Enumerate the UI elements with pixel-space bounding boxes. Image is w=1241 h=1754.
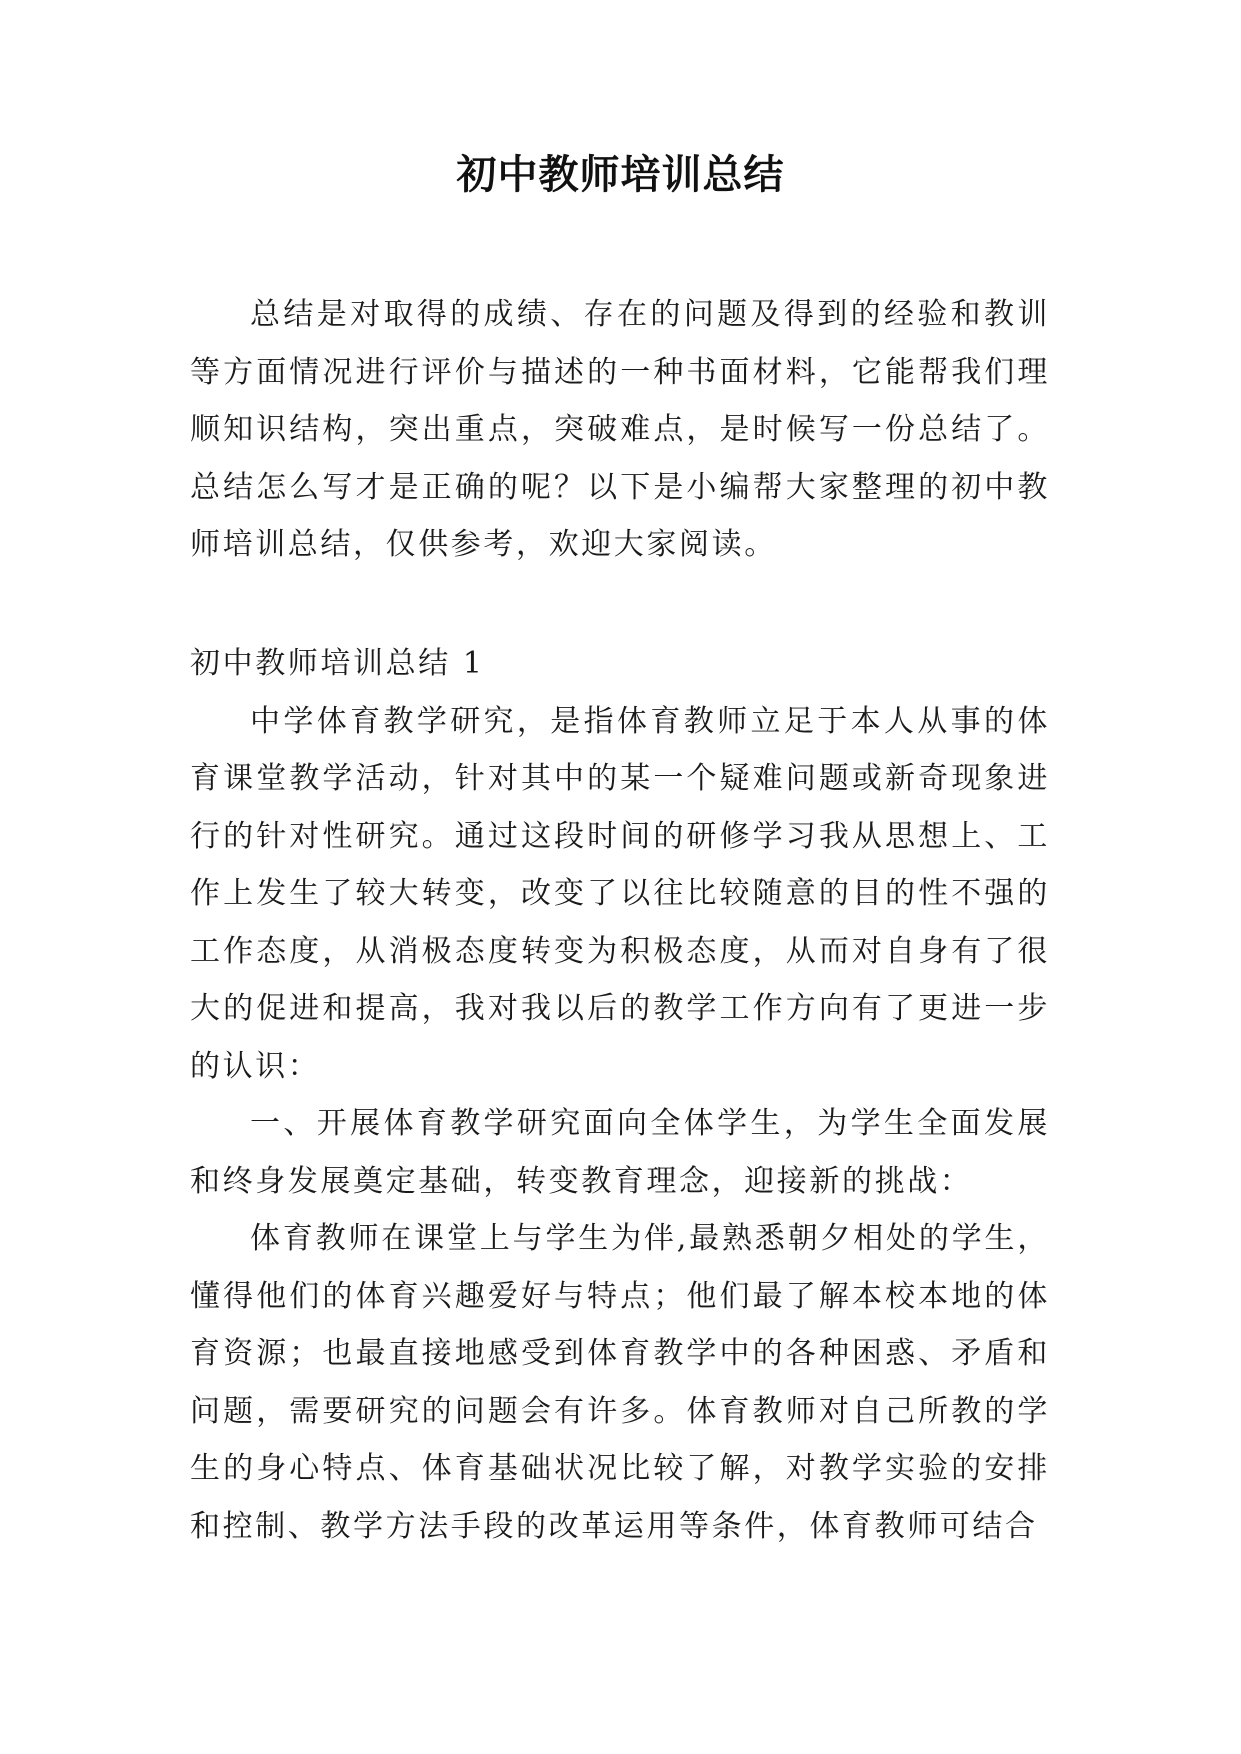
body-paragraph: 中学体育教学研究，是指体育教师立足于本人从事的体育课堂教学活动，针对其中的某一个疑难问题或新奇现象进行的针对性研究。通过这段时间的研修学习我从思想上、工作上发生了较大转变，改变了以往比较随意的目的性不强的工作态度，从消极态度转变为积极态度，从而对自身有了很大的促进和提高，我对我以后的教学工作方向有了更进一步的认识： <box>190 703 1050 1084</box>
intro-paragraph: 总结是对取得的成绩、存在的问题及得到的经验和教训等方面情况进行评价与描述的一种书面材料，它能帮我们理顺知识结构，突出重点，突破难点，是时候写一份总结了。总结怎么写才是正确的呢？以下是小编帮大家整理的初中教师培训总结，仅供参考，欢迎大家阅读。 <box>190 297 1050 562</box>
body-paragraph: 体育教师在课堂上与学生为伴,最熟悉朝夕相处的学生，懂得他们的体育兴趣爱好与特点；他们最了解本校本地的体育资源；也最直接地感受到体育教学中的各种困惑、矛盾和问题，需要研究的问题会有许多。体育教师对自己所教的学生的身心特点、体育基础状况比较了解，对教学实验的安排和控制、教学方法手段的改革运用等条件，体育教师可结合 <box>190 1221 1050 1544</box>
intro-block <box>190 286 1050 574</box>
body-paragraph: 一、开展体育教学研究面向全体学生，为学生全面发展和终身发展奠定基础，转变教育理念，迎接新的挑战： <box>190 1106 1050 1199</box>
section-1 <box>190 635 1050 1555</box>
section-heading: 初中教师培训总结 1 <box>190 646 485 681</box>
document-title: 初中教师培训总结 <box>456 152 785 198</box>
